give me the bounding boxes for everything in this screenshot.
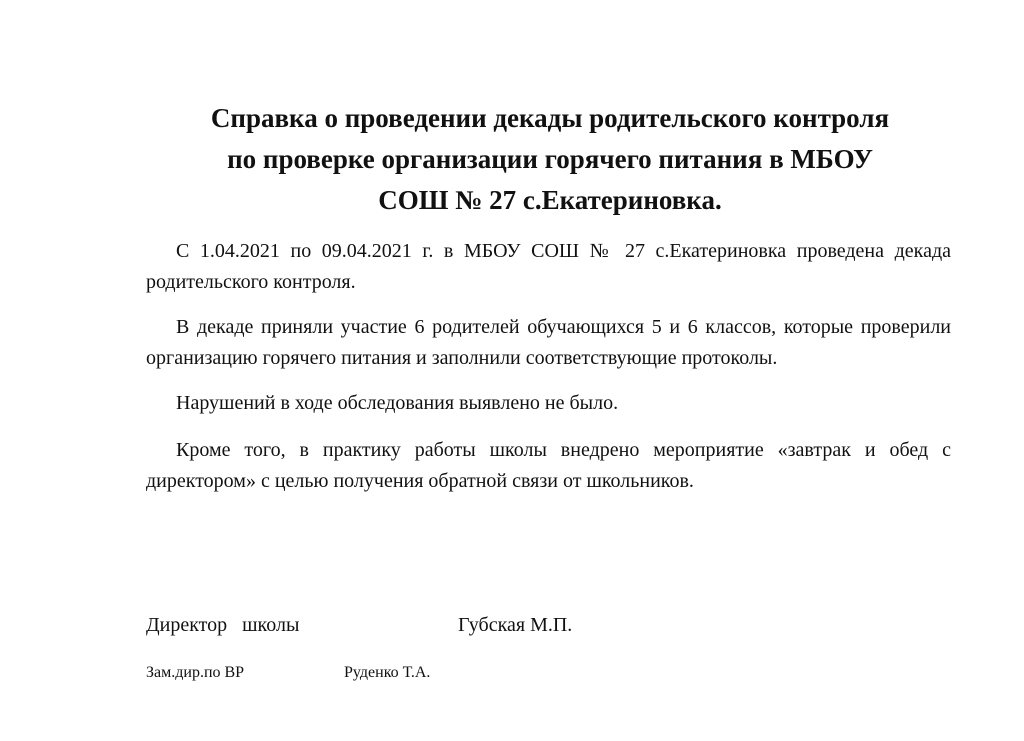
paragraph-dates: С 1.04.2021 по 09.04.2021 г. в МБОУ СОШ № 27 с.Екатериновка проведена декада родительского контроля. — [146, 240, 951, 293]
paragraph-participants: В декаде приняли участие 6 родителей обучающихся 5 и 6 классов, которые проверили организацию горячего питания и заполнили соответствующие протоколы. — [146, 316, 951, 369]
paragraph-violations: Нарушений в ходе обследования выявлено не было. — [176, 392, 619, 414]
title-line-2: по проверке организации горячего питания в МБОУ — [227, 144, 873, 174]
paragraph-breakfast-event: Кроме того, в практику работы школы внедрено мероприятие «завтрак и обед с директором» с целью получения обратной связи от школьников. — [146, 439, 951, 492]
document-body — [146, 236, 951, 511]
title-line-1: Справка о проведении декады родительского контроля — [210, 103, 890, 133]
signature-director-name: Губская М.П. — [458, 614, 573, 636]
title-line-3: СОШ № 27 с.Екатериновка. — [378, 185, 722, 215]
signature-deputy-name: Руденко Т.А. — [344, 664, 431, 681]
signature-director-role: Директор школы — [146, 614, 300, 636]
signature-deputy-role: Зам.дир.по ВР — [146, 664, 245, 681]
document-title — [120, 98, 980, 221]
